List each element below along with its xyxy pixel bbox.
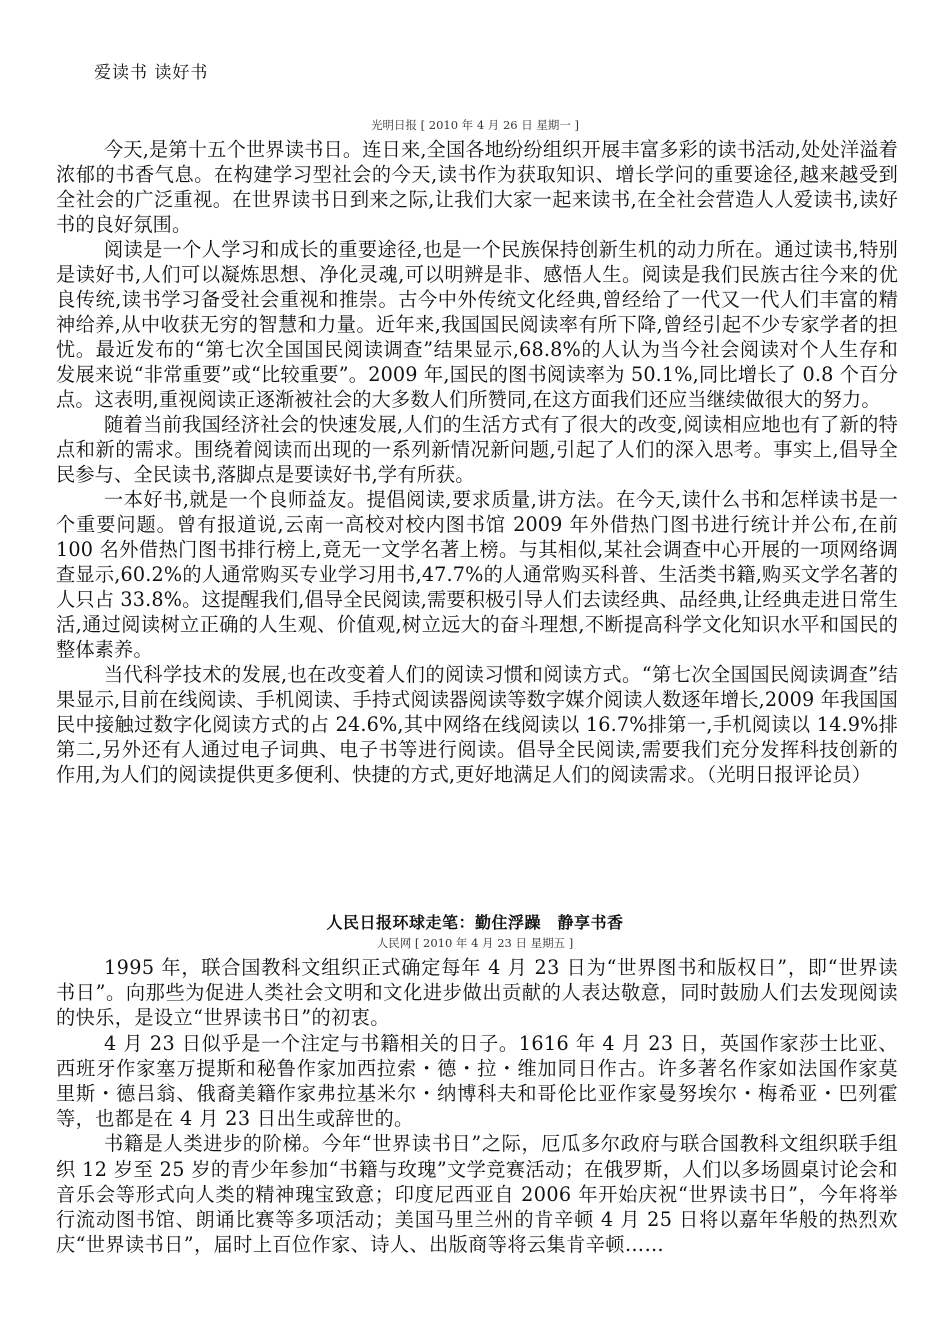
article1-body — [56, 137, 898, 787]
article2-paragraph: 1995 年，联合国教科文组织正式确定每年 4 月 23 日为“世界图书和版权日”，即“世界读书日”。向那些为促进人类社会文明和文化进步做出贡献的人表达敬意，同时鼓励人们去发现阅读的快乐，是设立“世界读书日”的初衷。 — [56, 956, 898, 1030]
article1-paragraph: 随着当前我国经济社会的快速发展,人们的生活方式有了很大的改变,阅读相应地也有了新的特点和新的需求。围绕着阅读而出现的一系列新情况新问题,引起了人们的深入思考。事实上,倡导全民参与、全民读书,落脚点是要读好书,学有所获。 — [56, 413, 898, 486]
article2-paragraph: 书籍是人类进步的阶梯。今年“世界读书日”之际，厄瓜多尔政府与联合国教科文组织联手组织 12 岁至 25 岁的青少年参加“书籍与玫瑰”文学竞赛活动；在俄罗斯，人们以多场圆桌讨论会和音乐会等形式向人类的精神瑰宝致意；印度尼西亚自 2006 年开始庆祝“世界读书日”，今年将举行流动图书馆、朗诵比赛等多项活动；美国马里兰州的肯辛顿 4 月 25 日将以嘉年华般的热烈欢庆“世界读书日”，届时上百位作家、诗人、出版商等将云集肯辛顿…… — [56, 1132, 898, 1257]
article1-title: 爱读书 读好书 — [94, 63, 209, 83]
article1-paragraph: 当代科学技术的发展,也在改变着人们的阅读习惯和阅读方式。“第七次全国国民阅读调查”结果显示,目前在线阅读、手机阅读、手持式阅读器阅读等数字媒介阅读人数逐年增长,2009 年我国国民中接触过数字化阅读方式的占 24.6%,其中网络在线阅读以 16.7%排第一,手机阅读以 14.9%排第二,另外还有人通过电子词典、电子书等进行阅读。倡导全民阅读,需要我们充分发挥科技创新的作用,为人们的阅读提供更多便利、快捷的方式,更好地满足人们的阅读需求。（光明日报评论员） — [56, 663, 898, 786]
article2-title: 人民日报环球走笔：勤住浮躁 静享书香 — [326, 913, 624, 932]
article1-paragraph: 阅读是一个人学习和成长的重要途径,也是一个民族保持创新生机的动力所在。通过读书,特别是读好书,人们可以凝炼思想、净化灵魂,可以明辨是非、感悟人生。阅读是我们民族古往今来的优良传统,读书学习备受社会重视和推崇。古今中外传统文化经典,曾经给了一代又一代人们丰富的精神给养,从中收获无穷的智慧和力量。近年来,我国国民阅读率有所下降,曾经引起不少专家学者的担忧。最近发布的“第七次全国国民阅读调查”结果显示,68.8%的人认为当今社会阅读对个人生存和发展来说“非常重要”或“比较重要”。2009 年,国民的图书阅读率为 50.1%,同比增长了 0.8 个百分点。这表明,重视阅读正逐渐被社会的大多数人们所赞同,在这方面我们还应当继续做很大的努力。 — [56, 238, 898, 411]
article2-source: 人民网 [ 2010 年 4 月 23 日 星期五 ] — [376, 936, 574, 950]
article2-body — [56, 955, 898, 1257]
article1-source: 光明日报 [ 2010 年 4 月 26 日 星期一 ] — [370, 118, 580, 132]
article1-paragraph: 今天,是第十五个世界读书日。连日来,全国各地纷纷组织开展丰富多彩的读书活动,处处洋溢着浓郁的书香气息。在构建学习型社会的今天,读书作为获取知识、增长学问的重要途径,越来越受到全社会的广泛重视。在世界读书日到来之际,让我们大家一起来读书,在全社会营造人人爱读书,读好书的良好氛围。 — [56, 138, 898, 236]
article1-paragraph: 一本好书,就是一个良师益友。提倡阅读,要求质量,讲方法。在今天,读什么书和怎样读书是一个重要问题。曾有报道说,云南一高校对校内图书馆 2009 年外借热门图书进行统计并公布,在前 100 名外借热门图书排行榜上,竟无一文学名著上榜。与其相似,某社会调查中心开展的一项网络调查显示,60.2%的人通常购买专业学习用书,47.7%的人通常购买科普、生活类书籍,购买文学名著的人只占 33.8%。这提醒我们,倡导全民阅读,需要积极引导人们去读经典、品经典,让经典走进日常生活,通过阅读树立正确的人生观、价值观,树立远大的奋斗理想,不断提高科学文化知识水平和国民的整体素养。 — [56, 488, 898, 661]
article2-paragraph: 4 月 23 日似乎是一个注定与书籍相关的日子。1616 年 4 月 23 日，英国作家莎士比亚、西班牙作家塞万提斯和秘鲁作家加西拉索・德・拉・维加同日作古。许多著名作家如法国作家莫里斯・德吕翁、俄裔美籍作家弗拉基米尔・纳博科夫和哥伦比亚作家曼努埃尔・梅希亚・巴列霍等，也都是在 4 月 23 日出生或辞世的。 — [56, 1031, 898, 1131]
